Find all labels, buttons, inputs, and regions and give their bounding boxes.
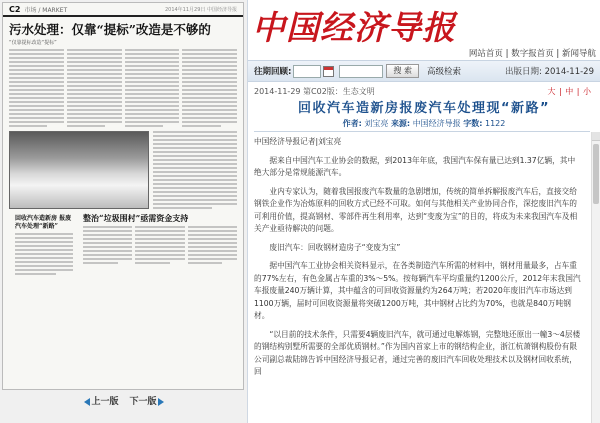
paper-subhead-1: “仅靠提标改造“提标” bbox=[9, 40, 57, 46]
paper-header bbox=[3, 3, 243, 17]
paper-bottom-right bbox=[83, 213, 237, 277]
font-size-large[interactable]: 大 bbox=[547, 87, 556, 96]
font-size-small[interactable]: 小 bbox=[583, 87, 591, 96]
scroll-up-arrow-icon[interactable] bbox=[592, 132, 600, 141]
arrow-right-icon bbox=[158, 398, 164, 406]
divider bbox=[254, 131, 590, 132]
prev-page-link[interactable]: 上一版 bbox=[84, 394, 119, 407]
search-button[interactable]: 搜 索 bbox=[386, 64, 419, 78]
archive-label: 往期回顾: bbox=[254, 67, 292, 77]
photo-row bbox=[3, 129, 243, 211]
publication-date: 出版日期: 2014-11-29 bbox=[505, 67, 594, 77]
page-navigation bbox=[0, 394, 248, 407]
site-logo[interactable]: 中国经济导报 bbox=[252, 8, 456, 47]
article-paragraph: “以目前的技术条件，只需要4辆废旧汽车，就可通过电解炼钢，完整地还原出一幢3～4层楼的钢结构别墅所需要的全部优质钢材。”作为国内首家上市的钢结构企业，浙江杭萧钢构股份有限公司副总裁陆锦告诉中国经济导报记者，通过完善的废旧汽车回收处理技术以及钢材回收系统，回 bbox=[254, 329, 581, 376]
archive-date-input[interactable] bbox=[293, 65, 321, 78]
text-columns-top bbox=[3, 47, 243, 129]
search-input[interactable] bbox=[339, 65, 383, 78]
scroll-thumb[interactable] bbox=[593, 144, 599, 204]
paper-headline-2[interactable]: 整治“垃圾围村”亟需资金支持 bbox=[83, 213, 189, 223]
paper-bottom-left bbox=[9, 213, 79, 277]
article-pane bbox=[248, 0, 600, 423]
article-paragraph: 据来自中国汽车工业协会的数据，到2013年年底，我国汽车保有量已达到1.37亿辆，其中绝大部分是常规能源汽车。 bbox=[254, 155, 576, 177]
newspaper-pane bbox=[0, 0, 248, 423]
newspaper-page-image[interactable] bbox=[2, 2, 244, 390]
article-scrollbar[interactable] bbox=[591, 132, 600, 423]
link-news-nav[interactable]: 新闻导航 bbox=[561, 49, 596, 59]
paper-subheadline-car[interactable]: 回收汽车造新房 报废汽车处理“新路” bbox=[15, 215, 72, 230]
advanced-search-link[interactable]: 高级检索 bbox=[426, 67, 461, 77]
next-page-link[interactable]: 下一版 bbox=[129, 394, 164, 407]
search-bar bbox=[248, 60, 600, 82]
photo-side-text bbox=[153, 131, 237, 209]
water-treatment-photo bbox=[9, 131, 149, 209]
article-paragraph: 中国经济导报记者|刘宝亮 bbox=[254, 137, 342, 146]
section-tag: 市场 / MARKET bbox=[24, 6, 68, 14]
font-size-medium[interactable]: 中 bbox=[565, 87, 574, 96]
paper-meta: 2014年11月29日 中国经济导报 bbox=[164, 6, 237, 13]
link-home[interactable]: 网站首页 bbox=[468, 49, 503, 59]
article-paragraph: 业内专家认为，随着我国报废汽车数量的急剧增加，传统的简单拆解报废汽车后，直接交给钢铁企业作为冶炼原料的回收方式已经不可取。如何与其他相关产业协同合作，深挖废旧汽车的可利用价值，提高钢材、零部件再生利用率，达到“变废为宝”的目的，将成为未来我国汽车及相关产业亟待解决的问题。 bbox=[254, 186, 578, 233]
link-epaper-home[interactable]: 数字报首页 bbox=[511, 49, 554, 59]
article-paragraph: 据中国汽车工业协会相关资料显示，在各类制造汽车所需的材料中，钢材用量最多，占车重的77%左右，有色金属占车重的3%～5%。按每辆汽车平均重量约1200公斤，2012年末我国汽车报废量240万辆计算，其中蕴含的可回收资源量约为264万吨；若2020年废旧汽车市场达到1100万辆，届时可回收资源量将突破1200万吨，其中钢材占比约为70%，也就是840万吨钢材。 bbox=[254, 261, 581, 320]
article-body bbox=[254, 136, 582, 418]
article-paragraph: 废旧汽车：回收钢材造房子“变废为宝” bbox=[269, 242, 401, 252]
font-size-switch: 大 | 中 | 小 bbox=[547, 87, 591, 96]
paper-bottom-block bbox=[3, 211, 243, 279]
page-code: C2 bbox=[9, 4, 21, 14]
byline: 作者: 刘宝亮 来源: 中国经济导报 字数: 1122 bbox=[342, 119, 506, 128]
arrow-left-icon bbox=[84, 398, 90, 406]
paper-headline-1[interactable]: 污水处理：仅靠“提标”改造是不够的 bbox=[9, 22, 211, 37]
calendar-icon[interactable] bbox=[323, 66, 334, 77]
article-title: 回收汽车造新房报废汽车处理现“新路” bbox=[297, 101, 551, 116]
article-meta: 2014-11-29 第C02版：生态文明 bbox=[254, 87, 375, 96]
top-links: 网站首页 | 数字报首页 | 新闻导航 bbox=[468, 49, 596, 59]
